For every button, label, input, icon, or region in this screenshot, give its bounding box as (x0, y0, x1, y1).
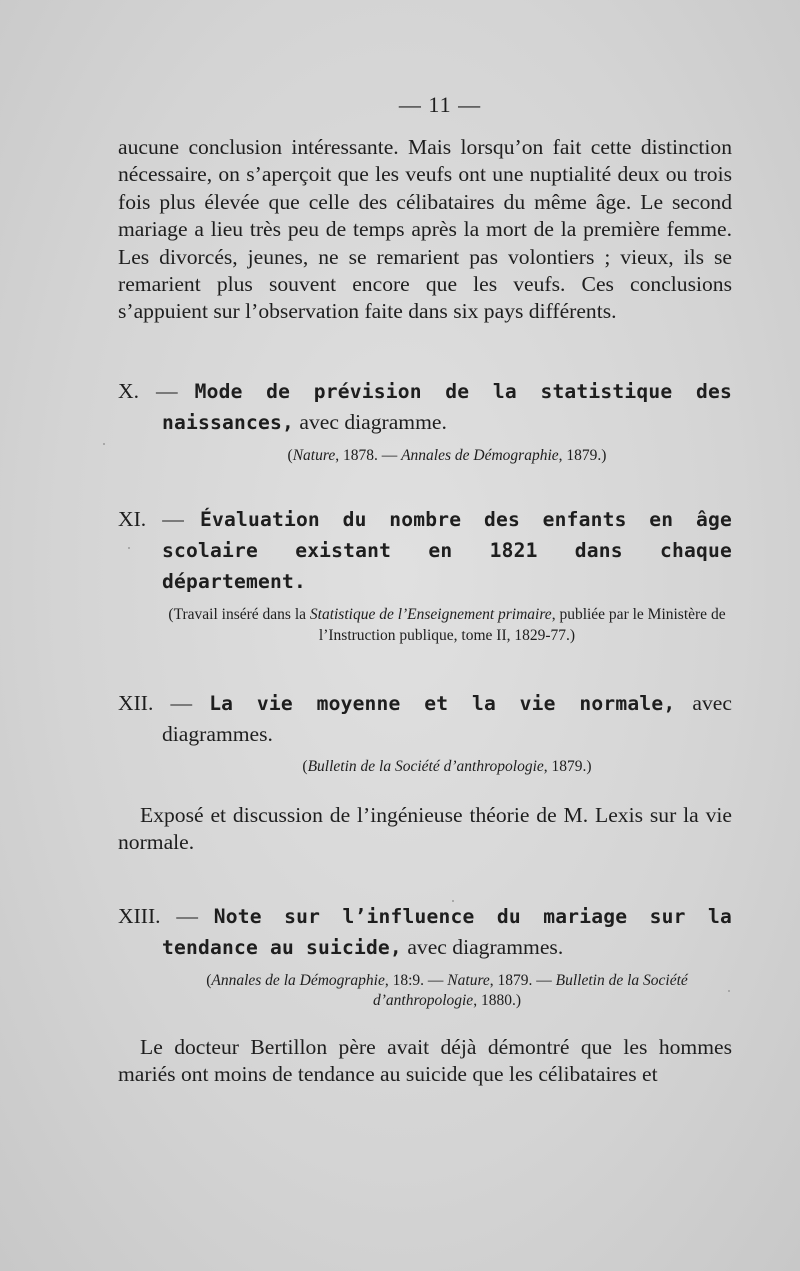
entry-number: XII. — (118, 691, 193, 716)
paper-speck (728, 990, 730, 992)
entry-title (118, 376, 732, 438)
entry-title-bold: Évaluation du nombre des enfants en âge scolaire existant en 1821 dans chaque département. (162, 508, 732, 594)
entry-title-bold: La vie moyenne et la vie normale, (209, 692, 676, 716)
source-part: , 1879.) (558, 446, 607, 464)
source-part: Nature (447, 971, 490, 989)
paper-speck (103, 443, 105, 445)
entry-body: Le docteur Bertillon père avait déjà démontré que les hommes mariés ont moins de tendance au suicide que les célibataires et (118, 1034, 732, 1087)
paper-speck (128, 547, 130, 549)
source-part: , 1879.) (543, 758, 592, 776)
entry-xi (118, 504, 732, 646)
entry-title-rest: avec diagrammes. (407, 934, 564, 959)
entry-source (118, 605, 732, 646)
page-number: — 11 — (398, 92, 482, 117)
source-part: Annales de Démographie (401, 446, 559, 464)
source-part: Bulletin de la Société d’anthropologie (373, 971, 688, 1010)
entry-number: XIII. — (118, 903, 198, 928)
entry-x (118, 376, 732, 467)
source-part: , 1879. — (489, 971, 556, 989)
source-part: (Travail inséré dans la (168, 606, 310, 624)
entry-source (118, 757, 732, 778)
paper-speck (452, 900, 454, 902)
entry-title-bold: Mode de prévision de la statistique des naissances, (162, 379, 732, 434)
source-part: ( (302, 758, 308, 776)
entry-source (118, 446, 732, 467)
source-part: , 18:9. — (384, 971, 448, 989)
source-part: Nature (292, 446, 336, 464)
entry-title (118, 688, 732, 749)
entry-title (118, 901, 732, 963)
entry-number: X. — (118, 378, 178, 403)
source-part: Annales de la Démographie (211, 971, 385, 989)
intro-paragraph: aucune conclusion intéressante. Mais lorsqu’on fait cette distinction nécessaire, on s’aperçoit que les veufs ont une nuptialité deux ou trois fois plus élevée que celle des célibataires du même âge. Le second mariage a lieu très peu de temps après la mort de la première femme. Les divorcés, jeunes, ne se remarient pas volontiers ; vieux, ils se remarient plus souvent encore que les veufs. Ces conclusions s’appuient sur l’observation faite dans six pays différents. (118, 135, 732, 324)
entry-number: XI. — (118, 507, 184, 532)
entry-title-rest: avec diagramme. (299, 409, 447, 434)
source-part: ( (287, 446, 293, 464)
source-part: Bulletin de la Société d’anthropologie (307, 758, 544, 776)
source-part: , publiée par le Ministère de l’Instruction publique, tome II, 1829-77.) (318, 606, 726, 644)
source-part: ( (206, 971, 212, 989)
entry-title-bold: Note sur l’influence du mariage sur la tendance au suicide, (162, 904, 732, 959)
entry-source (118, 971, 732, 1012)
source-part: Statistique de l’Enseignement primaire (309, 606, 552, 624)
page (118, 92, 732, 1088)
entry-title-rest: avec diagrammes. (162, 691, 732, 747)
source-part: , 1878. — (335, 446, 402, 464)
entry-xii (118, 688, 732, 856)
entry-body: Exposé et discussion de l’ingénieuse théorie de M. Lexis sur la vie normale. (118, 802, 732, 855)
entry-xiii (118, 901, 732, 1089)
source-part: , 1880.) (473, 992, 521, 1010)
entry-title (118, 504, 732, 597)
